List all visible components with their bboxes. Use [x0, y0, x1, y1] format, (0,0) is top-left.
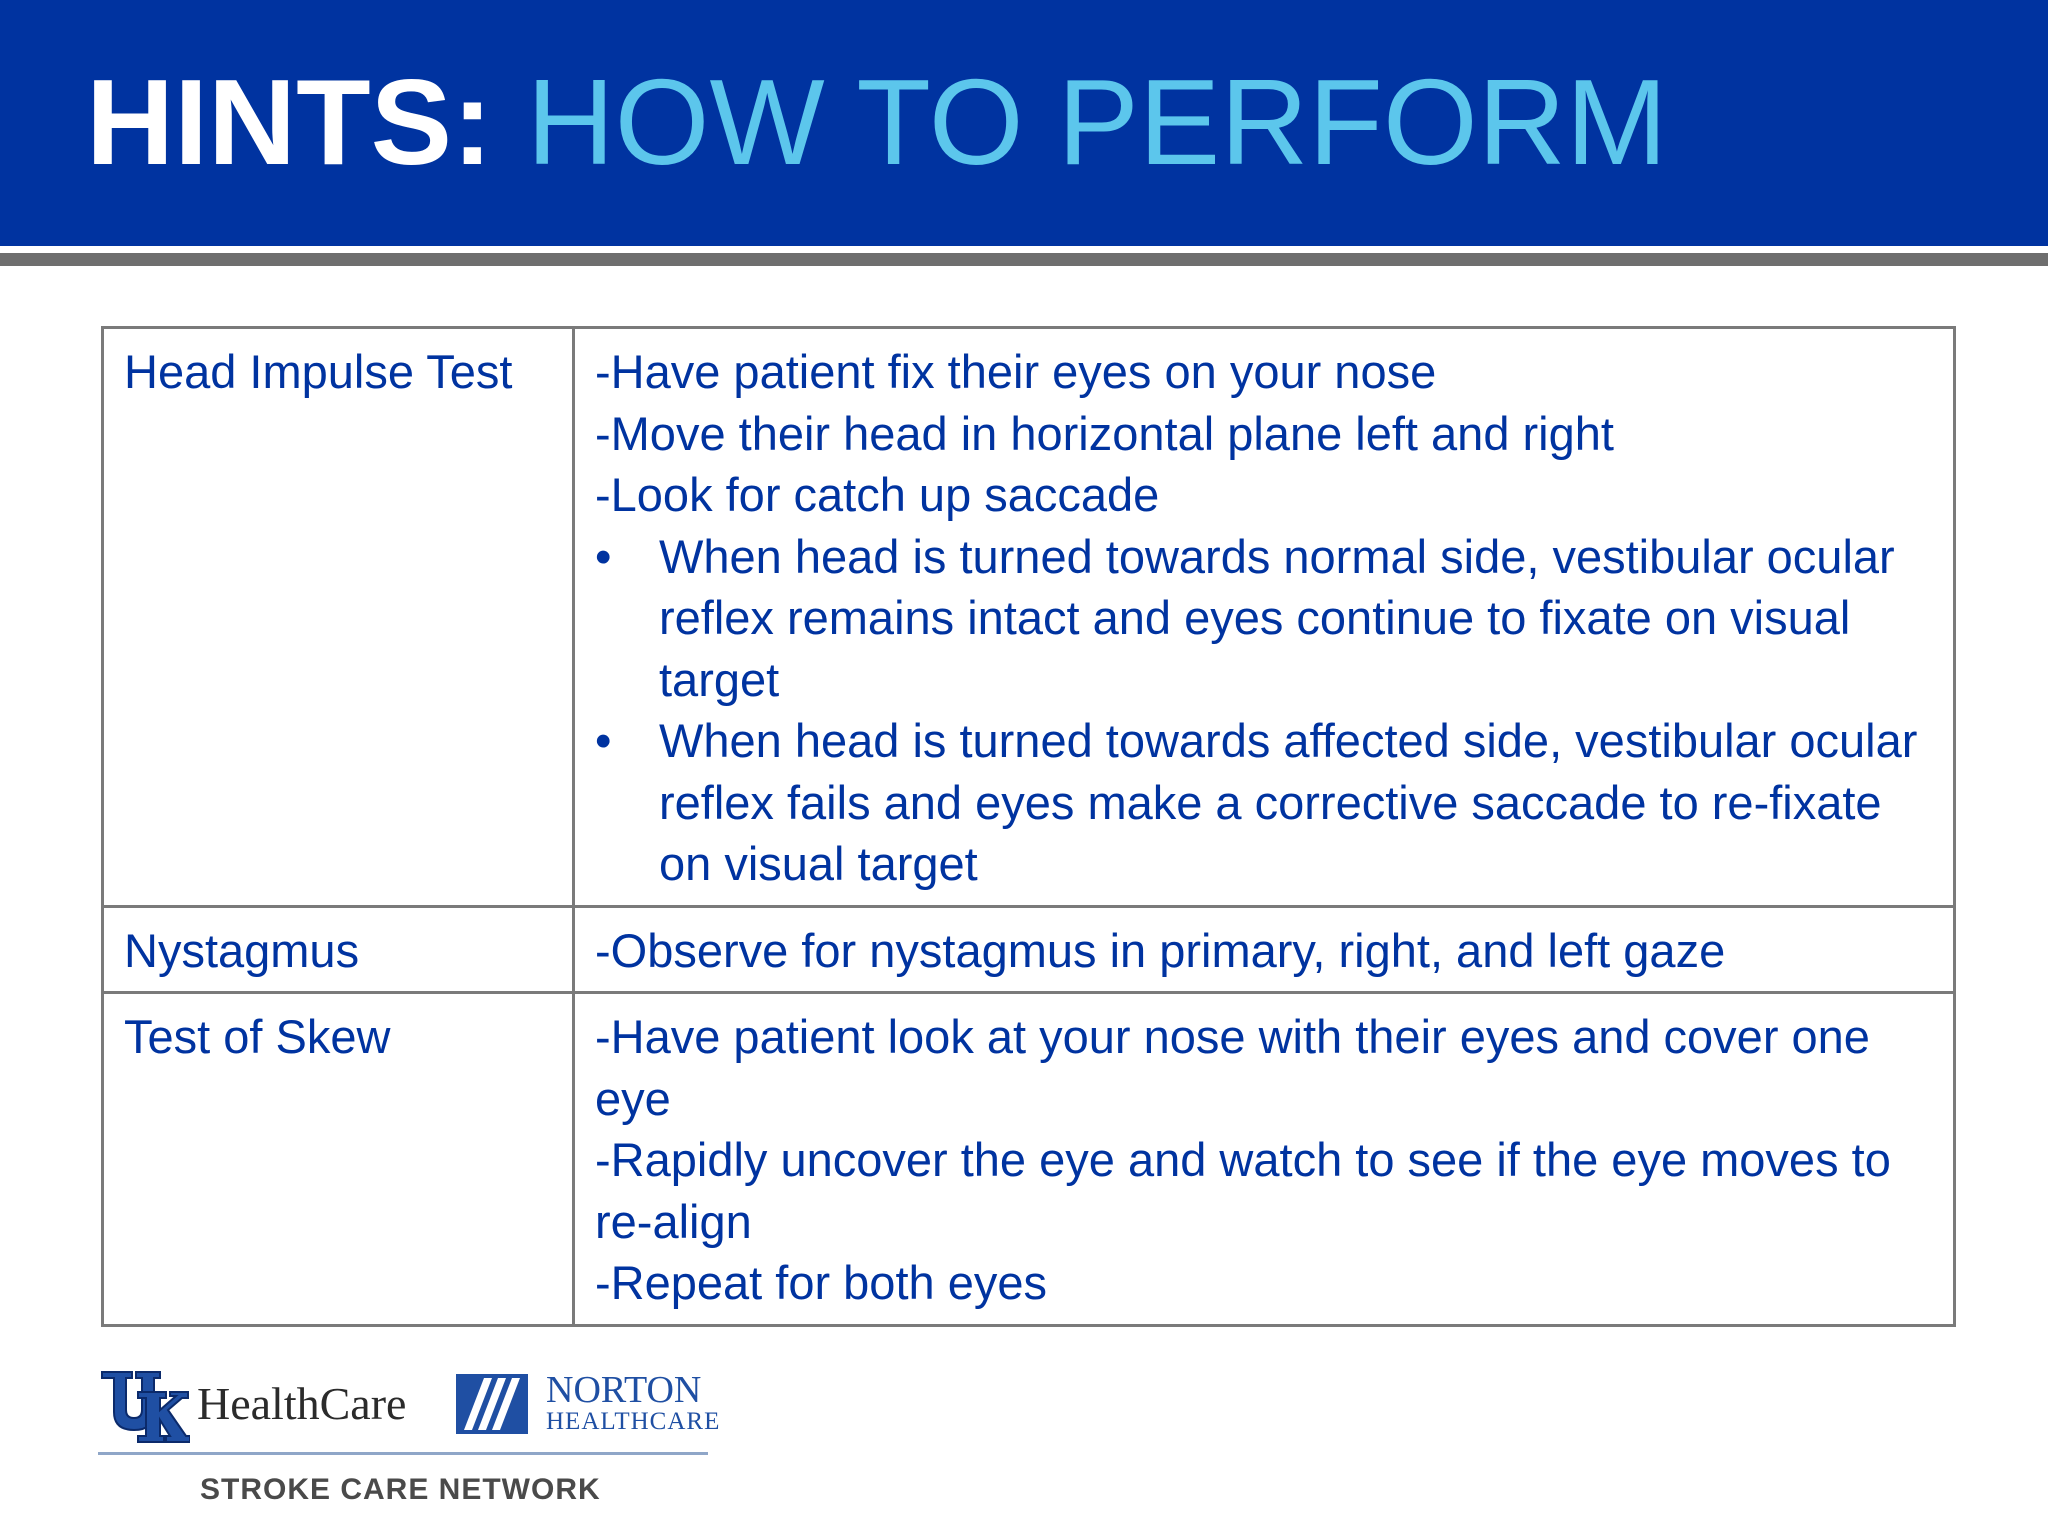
norton-wordmark: NORTON [546, 1369, 702, 1411]
instruction-line: -Move their head in horizontal plane left and right [595, 406, 1614, 460]
table-row [103, 906, 1955, 993]
test-name: Nystagmus [124, 923, 360, 977]
bullet-item [595, 526, 1935, 711]
hints-table [101, 326, 1956, 1327]
healthcare-wordmark: HealthCare [197, 1378, 407, 1429]
test-name: Test of Skew [124, 1010, 391, 1063]
bullet-icon: • [595, 529, 612, 583]
bullet-list [595, 526, 1935, 895]
test-name-cell [103, 993, 574, 1326]
instruction-line: -Rapidly uncover the eye and watch to see if the eye moves to re-align [595, 1133, 1891, 1248]
instruction-line: -Have patient fix their eyes on your nose [595, 345, 1437, 398]
norton-subtitle: HEALTHCARE [546, 1408, 721, 1435]
footer-logos [98, 1360, 721, 1520]
header-divider-white [0, 246, 2048, 253]
header-divider-gray [0, 253, 2048, 266]
table-row [103, 993, 1955, 1326]
test-name-cell [103, 906, 574, 993]
table-row [103, 328, 1955, 907]
instructions-cell [574, 328, 1955, 907]
test-name: Head Impulse Test [124, 345, 513, 398]
bullet-icon: • [595, 714, 612, 767]
page-title [86, 52, 1668, 192]
instructions-cell [574, 906, 1955, 993]
norton-logo-icon [456, 1374, 528, 1434]
instruction-line: -Repeat for both eyes [595, 1256, 1047, 1309]
uk-logo-icon [98, 1366, 190, 1446]
title-hints: HINTS: [86, 54, 493, 190]
logo-divider [98, 1452, 708, 1455]
instruction-line: -Observe for nystagmus in primary, right, and left gaze [595, 923, 1726, 977]
instruction-line: -Look for catch up saccade [595, 468, 1160, 521]
title-banner [0, 0, 2048, 246]
instructions-cell [574, 993, 1955, 1326]
title-how-to-perform: HOW TO PERFORM [526, 54, 1668, 190]
instruction-line: -Have patient look at your nose with their eyes and cover one eye [595, 1010, 1870, 1125]
bullet-text: When head is turned towards affected side, vestibular ocular reflex fails and eyes make a corrective saccade to re-fixate on visual target [659, 714, 1918, 890]
bullet-item [595, 710, 1935, 895]
bullet-text: When head is turned towards normal side, vestibular ocular reflex remains intact and eyes continue to fixate on visual target [659, 529, 1895, 706]
stroke-network-label: STROKE CARE NETWORK [200, 1473, 601, 1506]
test-name-cell [103, 328, 574, 907]
